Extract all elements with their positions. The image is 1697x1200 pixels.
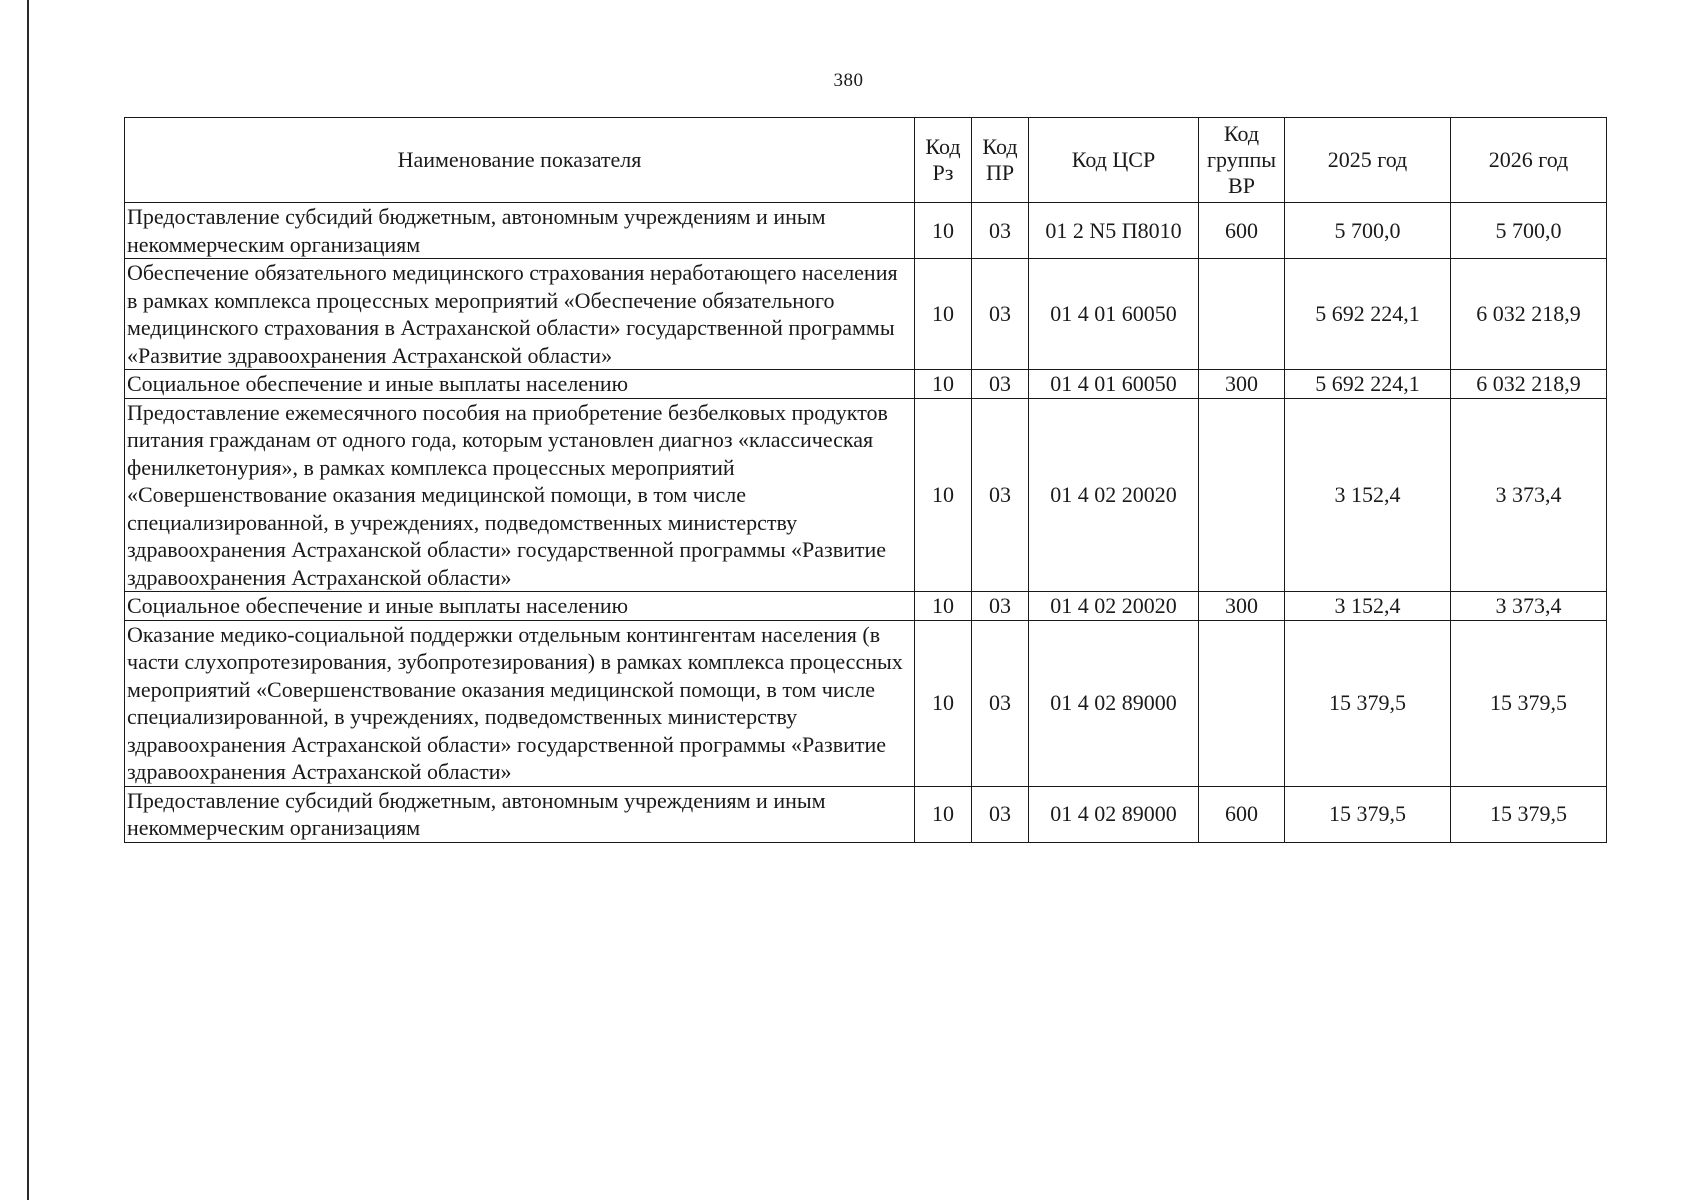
cell-2025: 5 692 224,1	[1285, 259, 1451, 370]
table-row	[125, 786, 1607, 842]
cell-2026: 3 373,4	[1451, 592, 1607, 621]
cell-pr: 03	[972, 398, 1029, 592]
header-vr: Код группы ВР	[1199, 118, 1285, 203]
cell-csr: 01 4 02 20020	[1029, 592, 1199, 621]
cell-csr: 01 4 02 20020	[1029, 398, 1199, 592]
cell-vr: 600	[1199, 786, 1285, 842]
cell-rz: 10	[915, 370, 972, 399]
cell-pr: 03	[972, 592, 1029, 621]
cell-csr: 01 4 01 60050	[1029, 370, 1199, 399]
page-number: 380	[833, 70, 864, 91]
cell-name: Предоставление субсидий бюджетным, автономным учреждениям и иным некоммерческим организациям	[125, 786, 915, 842]
cell-pr: 03	[972, 370, 1029, 399]
table-row	[125, 592, 1607, 621]
cell-vr: 300	[1199, 592, 1285, 621]
cell-csr: 01 4 02 89000	[1029, 786, 1199, 842]
cell-2025: 15 379,5	[1285, 620, 1451, 786]
cell-2026: 6 032 218,9	[1451, 370, 1607, 399]
cell-2025: 3 152,4	[1285, 592, 1451, 621]
cell-rz: 10	[915, 398, 972, 592]
cell-rz: 10	[915, 592, 972, 621]
scan-edge-line	[27, 0, 29, 1200]
cell-pr: 03	[972, 786, 1029, 842]
cell-2026: 3 373,4	[1451, 398, 1607, 592]
cell-name: Социальное обеспечение и иные выплаты населению	[125, 370, 915, 399]
cell-rz: 10	[915, 786, 972, 842]
cell-2026: 5 700,0	[1451, 203, 1607, 259]
cell-name: Предоставление субсидий бюджетным, автономным учреждениям и иным некоммерческим организациям	[125, 203, 915, 259]
header-2026: 2026 год	[1451, 118, 1607, 203]
budget-table	[124, 117, 1607, 843]
cell-name: Предоставление ежемесячного пособия на приобретение безбелковых продуктов питания гражданам от одного года, которым установлен диагноз «классическая фенилкетонурия», в рамках комплекса процессных мероприятий «Совершенствование оказания медицинской помощи, в том числе специализированной, в учреждениях, подведомственных министерству здравоохранения Астраханской области» государственной программы «Развитие здравоохранения Астраханской области»	[125, 398, 915, 592]
table-row	[125, 398, 1607, 592]
cell-pr: 03	[972, 259, 1029, 370]
cell-pr: 03	[972, 203, 1029, 259]
header-2025: 2025 год	[1285, 118, 1451, 203]
cell-pr: 03	[972, 620, 1029, 786]
header-csr: Код ЦСР	[1029, 118, 1199, 203]
cell-vr	[1199, 259, 1285, 370]
cell-2025: 3 152,4	[1285, 398, 1451, 592]
cell-vr	[1199, 398, 1285, 592]
cell-2025: 5 692 224,1	[1285, 370, 1451, 399]
cell-rz: 10	[915, 203, 972, 259]
cell-2025: 5 700,0	[1285, 203, 1451, 259]
cell-name: Оказание медико-социальной поддержки отдельным контингентам населения (в части слухопротезирования, зубопротезирования) в рамках комплекса процессных мероприятий «Совершенствование оказания медицинской помощи, в том числе специализированной, в учреждениях, подведомственных министерству здравоохранения Астраханской области» государственной программы «Развитие здравоохранения Астраханской области»	[125, 620, 915, 786]
cell-name: Обеспечение обязательного медицинского страхования неработающего населения в рамках комплекса процессных мероприятий «Обеспечение обязательного медицинского страхования в Астраханской области» государственной программы «Развитие здравоохранения Астраханской области»	[125, 259, 915, 370]
cell-csr: 01 4 01 60050	[1029, 259, 1199, 370]
cell-vr: 300	[1199, 370, 1285, 399]
cell-2026: 15 379,5	[1451, 786, 1607, 842]
cell-csr: 01 2 N5 П8010	[1029, 203, 1199, 259]
cell-2026: 15 379,5	[1451, 620, 1607, 786]
cell-2026: 6 032 218,9	[1451, 259, 1607, 370]
cell-2025: 15 379,5	[1285, 786, 1451, 842]
cell-rz: 10	[915, 620, 972, 786]
table-row	[125, 203, 1607, 259]
header-pr: Код ПР	[972, 118, 1029, 203]
cell-csr: 01 4 02 89000	[1029, 620, 1199, 786]
cell-rz: 10	[915, 259, 972, 370]
table-header-row	[125, 118, 1607, 203]
table-row	[125, 259, 1607, 370]
header-rz: Код Рз	[915, 118, 972, 203]
table-row	[125, 620, 1607, 786]
header-name: Наименование показателя	[125, 118, 915, 203]
cell-vr	[1199, 620, 1285, 786]
table-row	[125, 370, 1607, 399]
cell-vr: 600	[1199, 203, 1285, 259]
cell-name: Социальное обеспечение и иные выплаты населению	[125, 592, 915, 621]
